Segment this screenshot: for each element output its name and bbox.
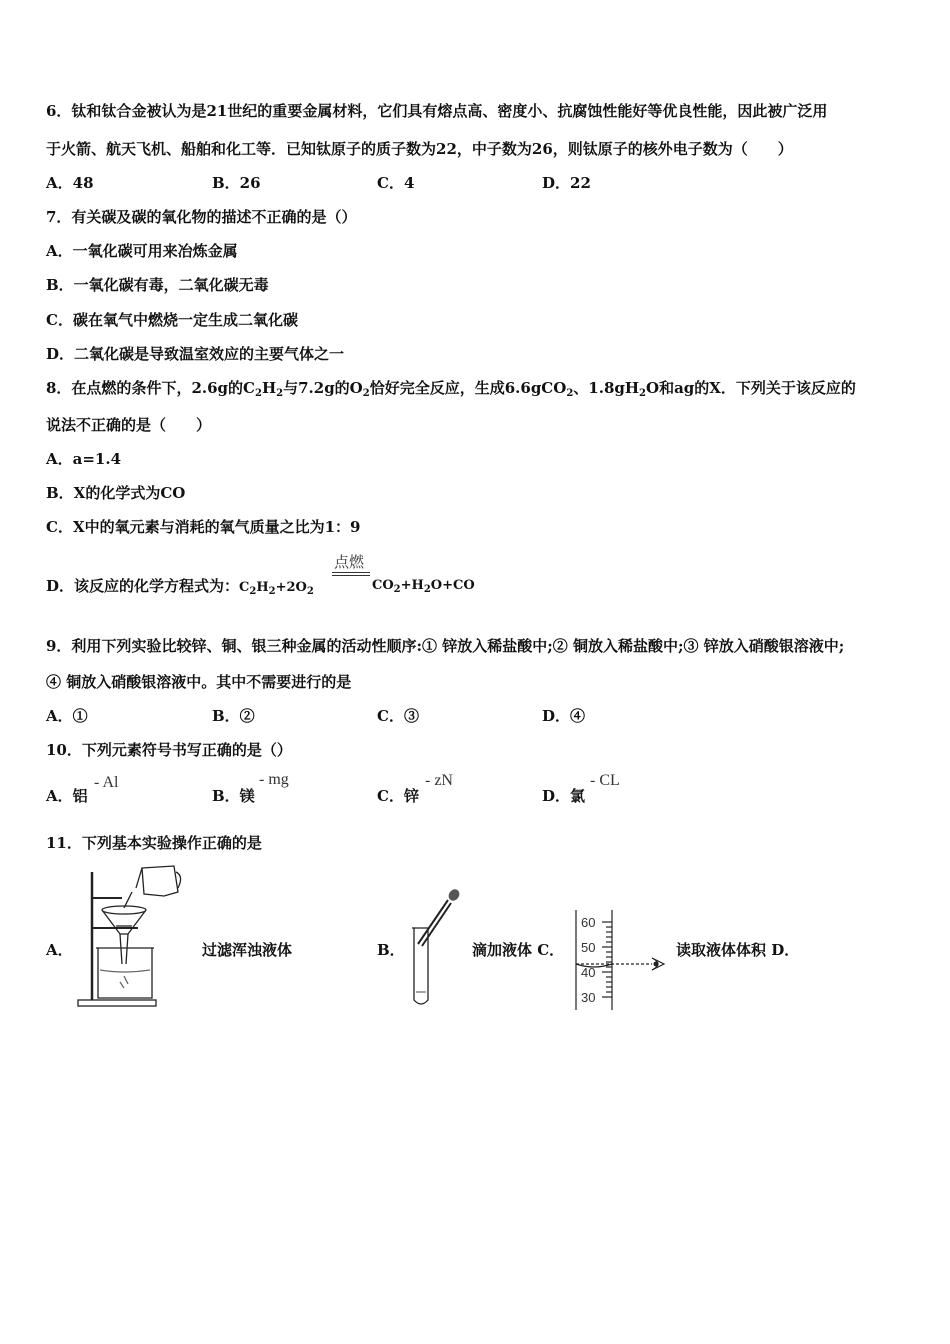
cylinder-tick-60: 60 <box>581 915 596 930</box>
q8-option-c: C．X中的氧元素与消耗的氧气质量之比为1：9 <box>46 518 361 536</box>
q8-equals-bar-bottom <box>332 575 370 576</box>
q8-stem-line1: 8．在点燃的条件下，2.6g的$C_2H_2$与7.2g的$O_2$恰好完全反应，生成6.6gCO$_2$、$1.8gH_2O$和ag的X．下列关于该反应的 <box>46 379 856 399</box>
q7-option-c: C．碳在氧气中燃烧一定生成二氧化碳 <box>46 311 298 329</box>
q8-option-b: B．X的化学式为CO <box>46 484 186 502</box>
dropper-test-tube-figure <box>408 884 468 1010</box>
q6-stem-line2: 于火箭、航天飞机、船舶和化工等．已知钛原子的质子数为22，中子数为26，则钛原子的核外电子数为（ ） <box>46 140 793 158</box>
q10-option-d-symbol: - CL <box>590 772 620 789</box>
q11-caption-a: 过滤浑浊液体 <box>202 941 293 959</box>
q9-option-b: B．② <box>212 707 255 725</box>
q6-option-a: A．48 <box>46 174 94 192</box>
q10-option-b-label: B．镁 <box>212 787 255 805</box>
q11-caption-c: 读取液体体积 D． <box>676 941 800 959</box>
q9-option-c: C．③ <box>377 707 419 725</box>
q6-option-d: D．22 <box>542 174 591 192</box>
q6-stem-line1: 6．钛和钛合金被认为是21世纪的重要金属材料，它们具有熔点高、密度小、抗腐蚀性能好等优良性能，因此被广泛用 <box>46 102 828 120</box>
q11-option-a: A． <box>46 941 73 959</box>
q8-stem-line2: 说法不正确的是（ ） <box>46 416 212 434</box>
q7-option-d: D．二氧化碳是导致温室效应的主要气体之一 <box>46 345 345 363</box>
q10-option-b-symbol: - mg <box>259 771 289 788</box>
q7-stem: 7．有关碳及碳的氧化物的描述不正确的是（） <box>46 208 357 226</box>
q6-option-c: C．4 <box>377 174 415 192</box>
q6-option-b: B．26 <box>212 174 261 192</box>
q8-reaction-condition: 点燃 <box>334 553 365 571</box>
q10-option-c-symbol: - zN <box>425 772 453 789</box>
cylinder-tick-50: 50 <box>581 940 596 955</box>
q10-option-d-label: D．氯 <box>542 787 586 805</box>
q8-equals-bar-top <box>332 572 370 573</box>
q9-stem-line1: 9．利用下列实验比较锌、铜、银三种金属的活动性顺序:① 锌放入稀盐酸中;② 铜放入稀盐酸中;③ 锌放入硝酸银溶液中; <box>46 637 845 655</box>
q9-option-d: D．④ <box>542 707 586 725</box>
q10-option-c-label: C．锌 <box>377 787 419 805</box>
q11-option-b: B． <box>377 941 405 959</box>
q9-stem-line2: ④ 铜放入硝酸银溶液中。其中不需要进行的是 <box>46 673 352 691</box>
q10-stem: 10．下列元素符号书写正确的是（） <box>46 741 292 759</box>
q10-option-a-symbol: - Al <box>94 774 119 791</box>
q8-option-d: D．该反应的化学方程式为：$C_2H_2+2O_2$ <box>46 577 314 597</box>
q11-caption-b: 滴加液体 C． <box>472 941 565 959</box>
q11-stem: 11．下列基本实验操作正确的是 <box>46 834 262 852</box>
q10-option-a-label: A．铝 <box>46 787 88 805</box>
q7-option-a: A．一氧化碳可用来冶炼金属 <box>46 242 238 260</box>
q9-option-a: A．① <box>46 707 88 725</box>
q8-option-a: A．a=1.4 <box>46 450 122 468</box>
q7-option-b: B．一氧化碳有毒，二氧化碳无毒 <box>46 276 269 294</box>
cylinder-tick-40: 40 <box>581 965 596 980</box>
q8-option-d-products: $CO_2+H_2O+CO$ <box>372 578 475 595</box>
filtration-apparatus-figure <box>74 862 186 1010</box>
graduated-cylinder-figure <box>572 910 672 1010</box>
cylinder-tick-30: 30 <box>581 990 596 1005</box>
